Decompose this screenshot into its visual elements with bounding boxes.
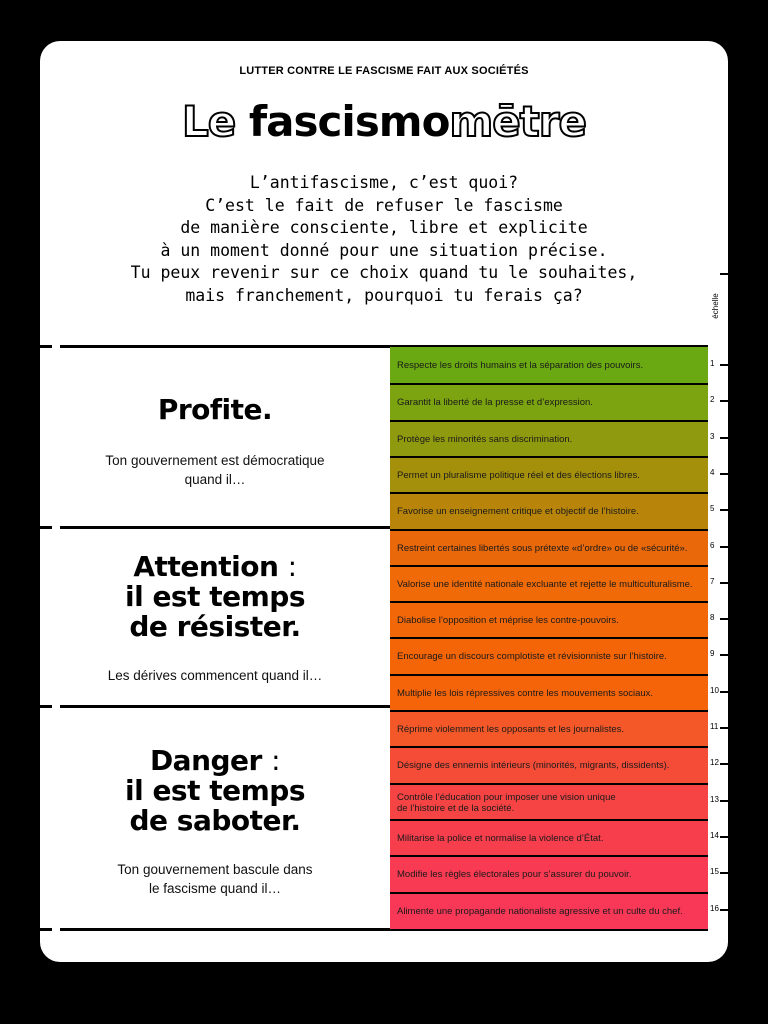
scale-tick: [720, 273, 728, 275]
section-heading: [60, 746, 370, 836]
scale-number: 14: [710, 831, 719, 840]
scale-item-text: Protège les minorités sans discrimination.: [397, 434, 573, 445]
scale-tick: [720, 400, 728, 402]
scale-tick: [720, 364, 728, 366]
scale-item-text: Encourage un discours complotiste et révisionniste sur l’histoire.: [397, 651, 667, 662]
section-divider: [60, 526, 390, 529]
scale-number: 2: [710, 395, 715, 404]
scale-number: 15: [710, 867, 719, 876]
scale-tick: [720, 763, 728, 765]
scale-item-16: [390, 892, 708, 929]
section-subtitle: Les dérives commencent quand il…: [107, 668, 323, 683]
scale-item-9: [390, 637, 708, 674]
scale-item-8: [390, 601, 708, 638]
scale-item-text: Désigne des ennemis intérieurs (minorités, migrants, dissidents).: [397, 760, 670, 771]
heading-line: Profite.: [157, 393, 273, 426]
scale-item-1: [390, 347, 708, 384]
scale-tick: [720, 872, 728, 874]
scale-item-text: Diabolise l’opposition et méprise les contre-pouvoirs.: [397, 615, 619, 626]
scale-tick: [720, 654, 728, 656]
scale-tick: [720, 691, 728, 693]
scale-item-13: [390, 783, 708, 820]
scale-item-15: [390, 855, 708, 892]
intro-line: L’antifascisme, c’est quoi?: [249, 173, 519, 192]
section-subtitle: Ton gouvernement bascule dans le fascisme quand il…: [117, 862, 313, 896]
scale-tick: [720, 800, 728, 802]
scale-number: 8: [710, 613, 715, 622]
scale-item-text: Modifie les règles électorales pour s’assurer du pouvoir.: [397, 869, 632, 880]
scale-item-3: [390, 420, 708, 457]
section-divider: [60, 705, 390, 708]
section-divider: [40, 526, 52, 529]
scale-item-7: [390, 565, 708, 602]
scale-tick: [720, 582, 728, 584]
scale-item-11: [390, 710, 708, 747]
section-attention: [60, 552, 370, 685]
scale-number: 4: [710, 468, 715, 477]
heading-colon: :: [287, 550, 297, 583]
heading-line: il est temps: [125, 580, 305, 613]
scale-number: 10: [710, 686, 719, 695]
scale-item-10: [390, 674, 708, 711]
scale-number: 12: [710, 758, 719, 767]
section-divider: [40, 345, 52, 348]
scale-tick: [720, 909, 728, 911]
scale-number: 7: [710, 577, 715, 586]
heading-line: Danger: [149, 744, 262, 777]
page-title: [40, 91, 728, 153]
scale-item-text: Garantit la liberté de la presse et d’expression.: [397, 397, 593, 408]
scale-tick: [720, 509, 728, 511]
heading-line: de résister.: [129, 610, 301, 643]
scale-item-12: [390, 746, 708, 783]
scale-tick: [720, 546, 728, 548]
scale-number: 11: [710, 722, 719, 731]
title-part-fascismo: fascismo: [248, 97, 450, 146]
scale-label: échelle: [711, 293, 720, 319]
scale-number: 9: [710, 649, 715, 658]
scale-item-text: Respecte les droits humains et la séparation des pouvoirs.: [397, 360, 644, 371]
title-part-le: Le: [182, 97, 249, 146]
scale-number: 16: [710, 904, 719, 913]
section-divider: [40, 705, 52, 708]
section-subtitle: Ton gouvernement est démocratique quand il…: [105, 453, 325, 487]
poster-card: [40, 41, 728, 962]
scale-number: 5: [710, 504, 715, 513]
heading-colon: :: [271, 744, 281, 777]
scale-item-text: Alimente une propagande nationaliste agressive et un culte du chef.: [397, 906, 683, 917]
intro-line: de manière consciente, libre et explicite: [180, 218, 588, 237]
scale-item-2: [390, 383, 708, 420]
scale-tick: [720, 836, 728, 838]
section-divider: [40, 928, 52, 931]
scale-tick: [720, 437, 728, 439]
section-heading: [60, 395, 370, 425]
section-heading: [60, 552, 370, 642]
scale-item-4: [390, 456, 708, 493]
scale-item-text: Réprime violemment les opposants et les journalistes.: [397, 724, 625, 735]
scale-tick: [720, 727, 728, 729]
intro-line: C’est le fait de refuser le fascisme: [205, 195, 563, 215]
heading-line: il est temps: [125, 774, 305, 807]
heading-line: de saboter.: [129, 804, 301, 837]
scale-item-text: Militarise la police et normalise la violence d’État.: [397, 833, 604, 844]
scale-item-6: [390, 529, 708, 566]
intro-line: à un moment donné pour une situation précise.: [160, 240, 608, 260]
scale-tick: [720, 473, 728, 475]
scale-item-text: Favorise un enseignement critique et objectif de l’histoire.: [397, 506, 639, 517]
intro-line: Tu peux revenir sur ce choix quand tu le souhaites,: [130, 263, 638, 282]
scale-item-5: [390, 492, 708, 529]
section-danger: [60, 746, 370, 898]
scale-item-text: Permet un pluralisme politique réel et des élections libres.: [397, 470, 640, 481]
kicker: LUTTER CONTRE LE FASCISME FAIT AUX SOCIÉTÉS: [239, 65, 529, 77]
scale-number: 1: [710, 359, 715, 368]
scale-item-text: Contrôle l’éducation pour imposer une vision unique de l’histoire et de la société.: [397, 791, 616, 814]
section-profite: [60, 395, 370, 489]
scale-number: 13: [710, 795, 719, 804]
intro-text: [40, 172, 728, 307]
scale-number: 3: [710, 432, 715, 441]
scale-item-14: [390, 819, 708, 856]
heading-line: Attention: [133, 550, 279, 583]
scale-tick: [720, 618, 728, 620]
intro-line: mais franchement, pourquoi tu ferais ça?: [185, 285, 583, 305]
scale-number: 6: [710, 541, 715, 550]
scale-item-text: Restreint certaines libertés sous prétexte «d’ordre» ou de «sécurité».: [397, 543, 688, 554]
scale-item-text: Valorise une identité nationale excluante et rejette le multiculturalisme.: [397, 579, 693, 590]
title-part-metre: mētre: [449, 97, 586, 146]
scale-item-text: Multiplie les lois répressives contre les mouvements sociaux.: [397, 688, 654, 699]
